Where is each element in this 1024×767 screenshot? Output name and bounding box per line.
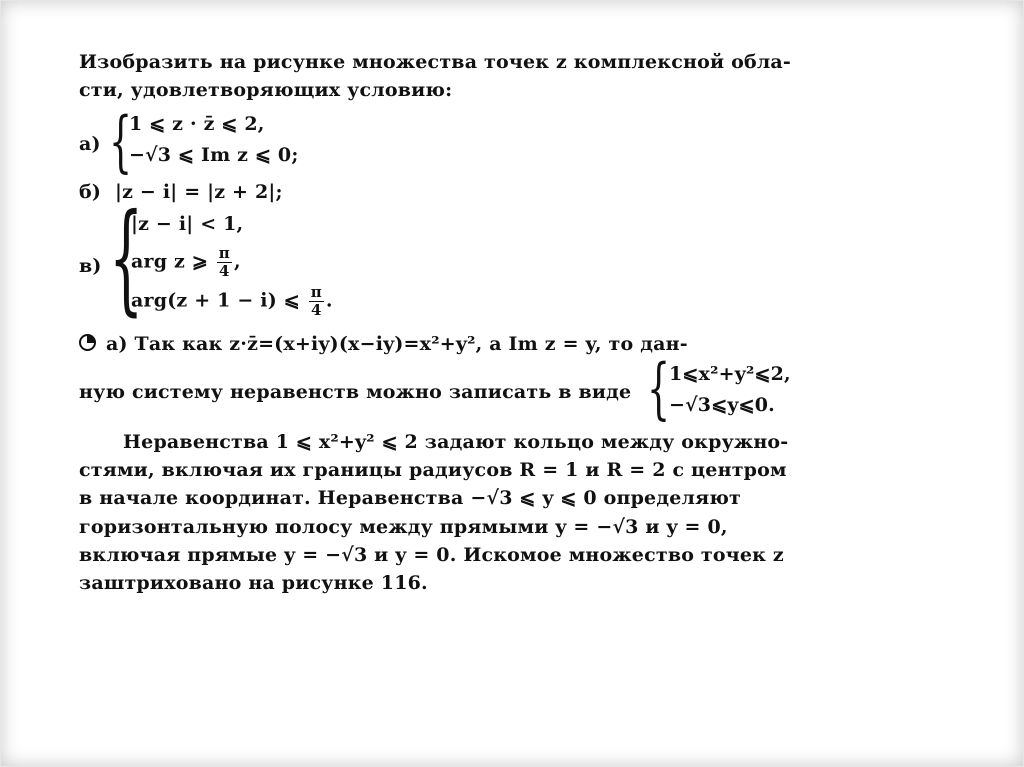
para-line-2: стями, включая их границы радиусов R = 1 и R = 2 с центром [79, 459, 787, 481]
solution-line-1 [79, 333, 688, 355]
part-c-line-3-text: arg(z + 1 − i) ⩽ [131, 289, 300, 312]
intro-line-2: сти, удовлетворяющих условию: [79, 79, 453, 101]
para-line-4: горизонтальную полосу между прямыми y = −√3 и y = 0, [79, 516, 728, 538]
part-b-line-1: |z − i| = |z + 2|; [115, 181, 283, 203]
intro-line-1: Изобразить на рисунке множества точек z комплексной обла- [79, 51, 792, 73]
part-b-label: б) [79, 181, 102, 203]
part-a-line-1: 1 ⩽ z · z̄ ⩽ 2, [129, 113, 265, 135]
brace-solution: { [647, 350, 671, 427]
part-c-line-3-suffix: . [325, 289, 333, 312]
solution-line-2: ную систему неравенств можно записать в виде [79, 381, 632, 403]
part-c-label: в) [79, 255, 102, 277]
para-line-6: заштриховано на рисунке 116. [79, 572, 428, 594]
part-c-line-2-suffix: , [233, 250, 241, 273]
brace-a: { [109, 103, 133, 180]
solution-line-1-text: а) Так как z·z̄=(x+iy)(x−iy)=x²+y², а Im z = y, то дан- [106, 333, 688, 355]
fraction-pi-over-4 [217, 246, 232, 279]
solution-bullet-icon [79, 334, 96, 351]
fraction-pi-over-4-b [309, 285, 324, 318]
brace-c: { [109, 189, 144, 328]
para-line-3: в начале координат. Неравенства −√3 ⩽ y ⩽ 0 определяют [79, 487, 741, 509]
frac-numerator: π [310, 283, 322, 301]
solution-system-line-1: 1⩽x²+y²⩽2, [669, 363, 791, 385]
part-a-label: а) [79, 133, 101, 155]
part-c-line-1: |z − i| < 1, [131, 213, 244, 235]
frac-numerator: π [218, 244, 230, 262]
part-a-line-2: −√3 ⩽ Im z ⩽ 0; [129, 144, 299, 166]
frac-denominator: 4 [310, 301, 322, 319]
frac-denominator: 4 [219, 262, 230, 280]
part-c-line-3 [131, 285, 333, 318]
para-line-1: Неравенства 1 ⩽ x²+y² ⩽ 2 задают кольцо между окружно- [123, 431, 789, 453]
part-c-line-2 [131, 246, 241, 279]
para-line-5: включая прямые y = −√3 и y = 0. Искомое множество точек z [79, 544, 784, 566]
solution-system-line-2: −√3⩽y⩽0. [669, 394, 775, 416]
part-c-line-2-text: arg z ⩾ [131, 250, 208, 273]
